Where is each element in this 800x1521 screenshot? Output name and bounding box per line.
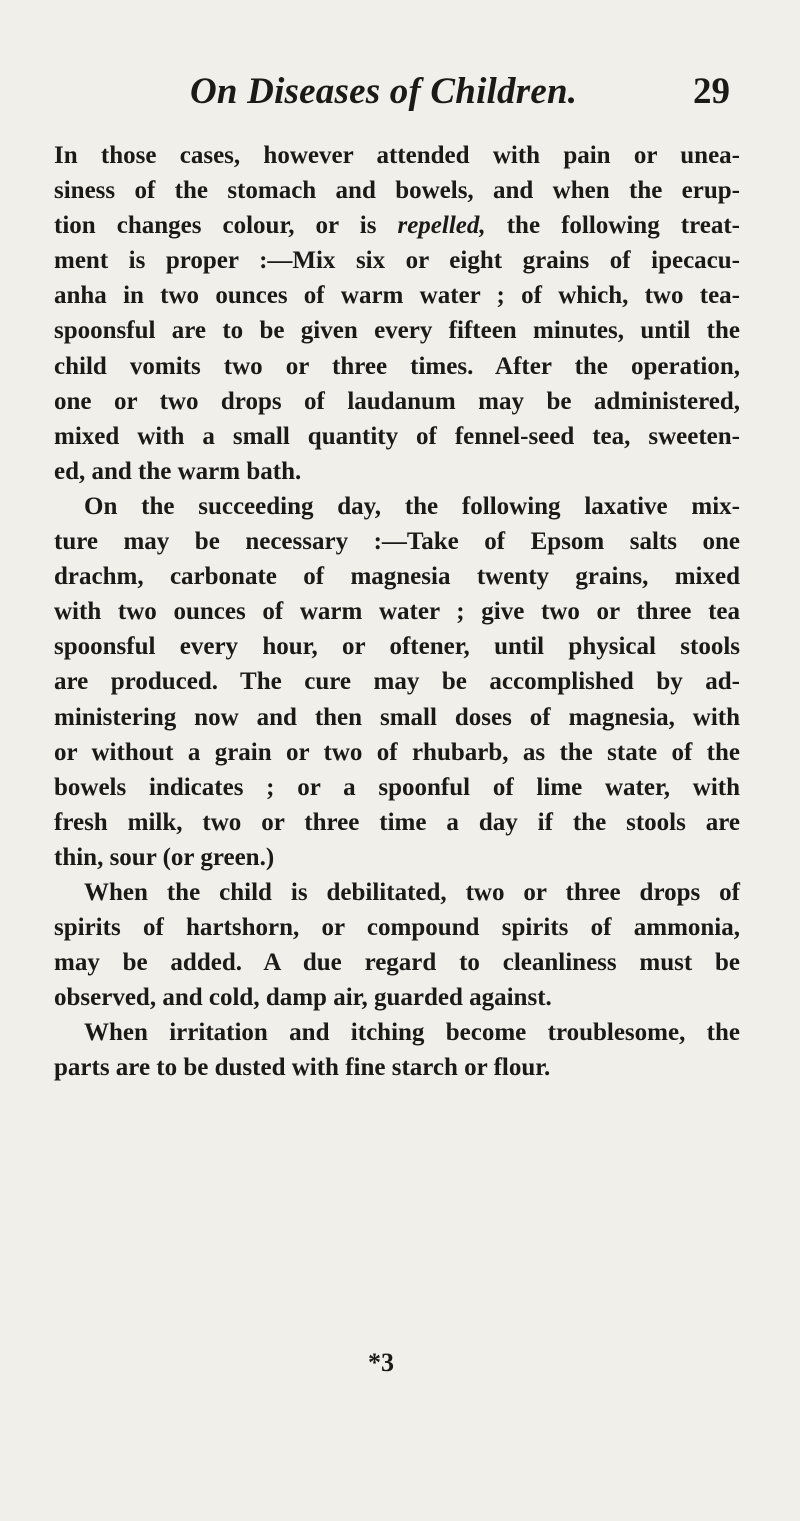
text-line: spoonsful are to be given every fifteen minutes, until the: [54, 317, 740, 345]
text-line: thin, sour (or green.): [54, 843, 275, 871]
text-line: may be added. A due regard to cleanliness must be: [54, 949, 740, 977]
paragraph-4: [54, 1015, 740, 1085]
text-line: ture may be necessary :—Take of Epsom salts one: [54, 528, 740, 556]
text-line: child vomits two or three times. After the operation,: [54, 352, 740, 380]
signature-mark: *3: [368, 1348, 394, 1377]
text-line: observed, and cold, damp air, guarded against.: [54, 984, 552, 1012]
text-line: siness of the stomach and bowels, and when the erup-: [54, 177, 740, 205]
text-line: parts are to be dusted with fine starch or flour.: [54, 1054, 551, 1082]
text-line: spirits of hartshorn, or compound spirits of ammonia,: [54, 914, 740, 942]
paragraph-3: [54, 875, 740, 1015]
text-line: bowels indicates ; or a spoonful of lime water, with: [54, 773, 740, 801]
text-line: one or two drops of laudanum may be administered,: [54, 387, 740, 415]
text-line: mixed with a small quantity of fennel-seed tea, sweeten-: [54, 422, 740, 450]
text-line: [54, 208, 740, 243]
paragraph-1: [54, 138, 740, 489]
text-line: When the child is debilitated, two or three drops of: [84, 878, 740, 906]
text-line: When irritation and itching become troublesome, the: [84, 1019, 740, 1047]
paragraph-2: [54, 489, 740, 875]
text-line: with two ounces of warm water ; give two or three tea: [54, 598, 740, 626]
text-line: ment is proper :—Mix six or eight grains of ipecacu-: [54, 247, 740, 275]
text-line: ed, and the warm bath.: [54, 457, 302, 485]
text-line: spoonsful every hour, or oftener, until physical stools: [54, 633, 740, 661]
text-line: In those cases, however attended with pain or unea-: [54, 142, 740, 169]
text-line: fresh milk, two or three time a day if the stools are: [54, 808, 740, 836]
text-line: On the succeeding day, the following laxative mix-: [84, 492, 740, 520]
text-run: the following treat-: [485, 212, 740, 240]
body-text: [54, 138, 740, 1086]
text-line: anha in two ounces of warm water ; of which, two tea-: [54, 282, 740, 310]
text-run: tion changes colour, or is: [54, 212, 398, 240]
text-line: drachm, carbonate of magnesia twenty grains, mixed: [54, 563, 740, 591]
running-title: On Diseases of Children.: [190, 71, 578, 112]
running-head: [190, 70, 730, 120]
text-line: ministering now and then small doses of magnesia, with: [54, 703, 740, 731]
text-line: or without a grain or two of rhubarb, as the state of the: [54, 738, 740, 766]
italic-emphasis: repelled,: [397, 212, 486, 240]
text-line: are produced. The cure may be accomplished by ad-: [54, 668, 740, 696]
page-number: 29: [693, 71, 730, 112]
